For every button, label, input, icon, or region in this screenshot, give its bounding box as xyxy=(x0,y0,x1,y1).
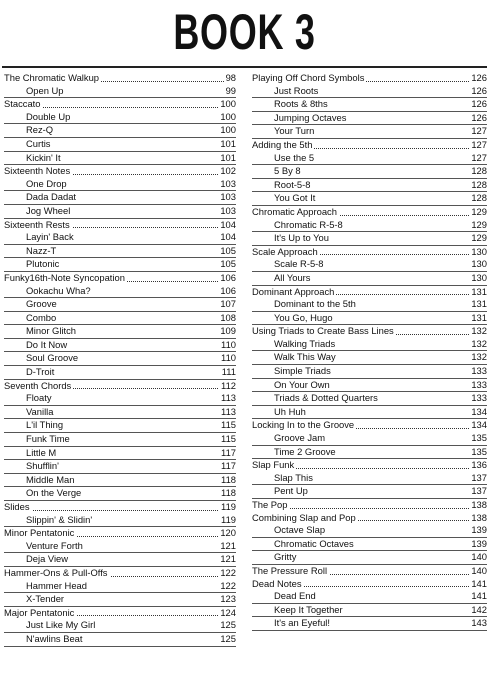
toc-entry-page: 121 xyxy=(220,553,236,565)
toc-sub-entry xyxy=(4,111,236,125)
toc-entry-page: 127 xyxy=(471,125,487,137)
toc-entry-title: Combining Slap and Pop xyxy=(252,511,356,523)
toc-entry-title: Soul Groove xyxy=(26,352,79,364)
toc-entry-title: Combo xyxy=(26,311,57,323)
toc-section-entry xyxy=(4,272,236,285)
toc-entry-page: 119 xyxy=(221,513,236,525)
toc-entry-page: 124 xyxy=(220,606,236,618)
toc-section-entry xyxy=(4,501,236,514)
toc-section-entry xyxy=(4,219,236,232)
toc-sub-entry xyxy=(4,633,236,647)
toc-sub-entry xyxy=(252,298,487,312)
toc-entry-page: 104 xyxy=(220,231,236,243)
toc-entry-page: 117 xyxy=(221,446,236,458)
toc-section-entry xyxy=(252,459,487,472)
toc-entry-title: Minor Pentatonic xyxy=(4,527,75,539)
toc-entry-title: Curtis xyxy=(26,137,51,149)
toc-entry-page: 135 xyxy=(471,445,487,457)
toc-entry-title: Dada Dadat xyxy=(26,191,77,203)
toc-sub-entry xyxy=(4,580,236,594)
toc-entry-page: 106 xyxy=(220,284,236,296)
toc-entry-page: 103 xyxy=(220,177,236,189)
toc-entry-page: 118 xyxy=(221,473,236,485)
toc-entry-title: Funk Time xyxy=(26,433,70,445)
toc-entry-title: Sixteenth Rests xyxy=(4,218,70,230)
toc-entry-title: Adding the 5th xyxy=(252,138,313,150)
toc-entry-title: X-Tender xyxy=(26,593,65,605)
toc-entry-title: The Chromatic Walkup xyxy=(4,72,99,83)
toc-section-entry xyxy=(252,286,487,299)
toc-entry-page: 127 xyxy=(471,151,487,163)
toc-entry-page: 138 xyxy=(471,499,487,510)
toc-entry-page: 112 xyxy=(221,379,236,391)
toc-section-entry xyxy=(4,72,236,85)
toc-sub-entry xyxy=(252,85,487,99)
toc-entry-page: 130 xyxy=(471,271,487,283)
toc-entry-page: 141 xyxy=(471,590,487,602)
toc-entry-title: N'awlins Beat xyxy=(26,632,83,644)
toc-entry-title: Dominant Approach xyxy=(252,285,335,297)
toc-section-entry xyxy=(252,499,487,512)
toc-entry-page: 115 xyxy=(221,419,236,431)
toc-entry-page: 113 xyxy=(221,392,236,404)
toc-entry-page: 134 xyxy=(471,419,487,431)
toc-entry-page: 129 xyxy=(471,232,487,244)
toc-sub-entry xyxy=(4,312,236,326)
toc-section-entry xyxy=(252,246,487,259)
toc-entry-page: 115 xyxy=(221,433,236,445)
toc-entry-title: Ookachu Wha? xyxy=(26,284,91,296)
toc-entry-page: 141 xyxy=(471,577,487,589)
toc-sub-entry xyxy=(4,258,236,272)
toc-sub-entry xyxy=(252,551,487,565)
toc-entry-title: Using Triads to Create Bass Lines xyxy=(252,325,394,337)
toc-sub-entry xyxy=(252,112,487,126)
toc-entry-page: 126 xyxy=(471,72,487,83)
toc-entry-title: Minor Glitch xyxy=(26,325,77,337)
toc-sub-entry xyxy=(4,540,236,554)
toc-entry-page: 98 xyxy=(225,72,236,83)
toc-entry-page: 108 xyxy=(220,311,236,323)
toc-section-entry xyxy=(252,139,487,152)
toc-entry-page: 102 xyxy=(220,165,236,177)
toc-entry-page: 139 xyxy=(471,537,487,549)
toc-sub-entry xyxy=(252,312,487,326)
toc-entry-page: 128 xyxy=(471,165,487,177)
toc-entry-title: Deja View xyxy=(26,553,69,565)
toc-entry-title: Chromatic R-5-8 xyxy=(274,218,343,230)
toc-entry-page: 138 xyxy=(471,511,487,523)
toc-entry-title: Sixteenth Notes xyxy=(4,165,71,177)
toc-entry-title: Gritty xyxy=(274,551,297,563)
toc-entry-title: Dominant to the 5th xyxy=(274,298,356,310)
toc-entry-page: 103 xyxy=(220,191,236,203)
toc-entry-title: Scale Approach xyxy=(252,245,318,257)
toc-entry-page: 99 xyxy=(225,84,236,96)
toc-sub-entry xyxy=(4,231,236,245)
toc-entry-title: 5 By 8 xyxy=(274,165,301,177)
toc-entry-page: 105 xyxy=(220,258,236,270)
toc-entry-page: 129 xyxy=(471,205,487,217)
toc-entry-page: 129 xyxy=(471,218,487,230)
toc-sub-entry xyxy=(4,593,236,607)
toc-entry-page: 105 xyxy=(220,244,236,256)
toc-entry-title: Pent Up xyxy=(274,485,308,497)
toc-entry-page: 128 xyxy=(471,192,487,204)
toc-entry-page: 132 xyxy=(471,351,487,363)
toc-section-entry xyxy=(252,206,487,219)
toc-entry-title: Dead End xyxy=(274,590,316,602)
toc-sub-entry xyxy=(252,432,487,446)
toc-entry-title: Jumping Octaves xyxy=(274,111,347,123)
toc-sub-entry xyxy=(4,447,236,461)
toc-entry-title: Slides xyxy=(4,501,30,512)
toc-entry-title: Staccato xyxy=(4,98,41,110)
toc-entry-title: Locking In to the Groove xyxy=(252,419,355,431)
toc-entry-title: D-Troit xyxy=(26,366,55,378)
toc-entry-page: 101 xyxy=(220,151,236,163)
toc-entry-page: 100 xyxy=(220,110,236,122)
toc-entry-page: 111 xyxy=(221,366,236,378)
toc-entry-title: Your Turn xyxy=(274,125,315,137)
toc-entry-title: Groove Jam xyxy=(274,432,326,444)
toc-sub-entry xyxy=(4,298,236,312)
toc-entry-page: 104 xyxy=(220,218,236,230)
toc-sub-entry xyxy=(4,245,236,259)
toc-sub-entry xyxy=(4,124,236,138)
book-title: BOOK 3 xyxy=(173,4,316,60)
toc-sub-entry xyxy=(4,191,236,205)
toc-entry-page: 110 xyxy=(221,338,236,350)
toc-section-entry xyxy=(252,72,487,85)
toc-sub-entry xyxy=(252,590,487,604)
toc-entry-page: 133 xyxy=(471,365,487,377)
toc-sub-entry xyxy=(252,604,487,618)
toc-entry-page: 137 xyxy=(471,471,487,483)
toc-sub-entry xyxy=(252,125,487,139)
toc-entry-title: One Drop xyxy=(26,177,67,189)
toc-entry-page: 132 xyxy=(471,325,487,337)
toc-entry-title: Jog Wheel xyxy=(26,204,71,216)
toc-sub-entry xyxy=(4,339,236,353)
toc-entry-page: 123 xyxy=(220,593,236,605)
toc-entry-title: Double Up xyxy=(26,110,71,122)
toc-entry-title: Dead Notes xyxy=(252,577,302,589)
toc-sub-entry xyxy=(252,472,487,486)
toc-entry-title: The Pop xyxy=(252,499,288,510)
toc-entry-page: 137 xyxy=(471,485,487,497)
toc-sub-entry xyxy=(4,85,236,99)
toc-sub-entry xyxy=(4,406,236,420)
toc-sub-entry xyxy=(252,232,487,246)
toc-entry-page: 117 xyxy=(221,460,236,472)
toc-section-entry xyxy=(4,165,236,178)
toc-sub-entry xyxy=(252,219,487,233)
toc-entry-page: 127 xyxy=(471,138,487,150)
toc-section-entry xyxy=(4,567,236,580)
toc-section-entry xyxy=(252,325,487,338)
toc-entry-page: 101 xyxy=(220,137,236,149)
toc-section-entry xyxy=(252,578,487,591)
toc-section-entry xyxy=(252,565,487,578)
toc-entry-title: Slap Funk xyxy=(252,459,295,471)
toc-entry-page: 140 xyxy=(471,564,487,576)
toc-entry-title: Layin' Back xyxy=(26,231,74,243)
toc-sub-entry xyxy=(252,365,487,379)
toc-entry-title: Major Pentatonic xyxy=(4,606,75,618)
toc-entry-title: Chromatic Octaves xyxy=(274,537,354,549)
toc-entry-title: Seventh Chords xyxy=(4,379,72,391)
toc-sub-entry xyxy=(252,538,487,552)
toc-sub-entry xyxy=(252,406,487,420)
toc-entry-page: 131 xyxy=(471,285,487,297)
toc-sub-entry xyxy=(4,205,236,219)
toc-sub-entry xyxy=(4,178,236,192)
toc-entry-page: 121 xyxy=(220,539,236,551)
toc-entry-title: The Pressure Roll xyxy=(252,564,328,576)
toc-entry-page: 136 xyxy=(471,459,487,471)
toc-sub-entry xyxy=(252,165,487,179)
toc-entry-title: Slap This xyxy=(274,471,313,483)
toc-sub-entry xyxy=(4,487,236,501)
toc-entry-title: Octave Slap xyxy=(274,524,326,536)
toc-entry-title: Little M xyxy=(26,446,57,458)
toc-entry-page: 130 xyxy=(471,245,487,257)
toc-right-column xyxy=(252,72,487,631)
toc-entry-page: 133 xyxy=(471,378,487,390)
toc-entry-title: Walk This Way xyxy=(274,351,336,363)
toc-entry-page: 109 xyxy=(220,325,236,337)
toc-entry-page: 126 xyxy=(471,111,487,123)
toc-sub-entry xyxy=(4,285,236,299)
toc-entry-title: Time 2 Groove xyxy=(274,445,336,457)
toc-entry-title: You Go, Hugo xyxy=(274,311,333,323)
toc-entry-title: Hammer-Ons & Pull-Offs xyxy=(4,566,108,578)
toc-sub-entry xyxy=(4,419,236,433)
toc-entry-title: Open Up xyxy=(26,84,64,96)
toc-entry-title: Roots & 8ths xyxy=(274,98,328,110)
toc-sub-entry xyxy=(252,446,487,460)
toc-entry-page: 125 xyxy=(220,632,236,644)
toc-sub-entry xyxy=(4,433,236,447)
toc-entry-page: 128 xyxy=(471,178,487,190)
toc-entry-title: Triads & Dotted Quarters xyxy=(274,392,378,404)
toc-entry-page: 122 xyxy=(220,579,236,591)
toc-entry-page: 119 xyxy=(221,501,236,512)
toc-entry-title: Simple Triads xyxy=(274,365,331,377)
toc-entry-title: Root-5-8 xyxy=(274,178,311,190)
toc-entry-page: 107 xyxy=(220,298,236,310)
toc-entry-title: It's an Eyeful! xyxy=(274,617,330,629)
toc-entry-title: Vanilla xyxy=(26,405,54,417)
toc-sub-entry xyxy=(252,524,487,538)
toc-left-column xyxy=(4,72,236,647)
toc-sub-entry xyxy=(4,366,236,380)
toc-entry-title: Just Like My Girl xyxy=(26,619,96,631)
toc-entry-page: 126 xyxy=(471,84,487,96)
toc-sub-entry xyxy=(4,325,236,339)
toc-entry-title: Venture Forth xyxy=(26,539,83,551)
toc-entry-title: All Yours xyxy=(274,271,311,283)
toc-section-entry xyxy=(4,607,236,620)
toc-entry-title: L'il Thing xyxy=(26,419,64,431)
toc-entry-page: 140 xyxy=(471,551,487,563)
toc-entry-title: Shufflin' xyxy=(26,460,59,472)
toc-sub-entry xyxy=(4,514,236,528)
toc-sub-entry xyxy=(252,98,487,112)
toc-section-entry xyxy=(252,512,487,525)
toc-entry-page: 135 xyxy=(471,432,487,444)
toc-entry-title: Uh Huh xyxy=(274,405,306,417)
toc-entry-page: 131 xyxy=(471,298,487,310)
toc-entry-page: 142 xyxy=(471,603,487,615)
toc-section-entry xyxy=(4,527,236,540)
toc-sub-entry xyxy=(252,192,487,206)
toc-sub-entry xyxy=(252,152,487,166)
toc-entry-title: Kickin' It xyxy=(26,151,61,163)
toc-sub-entry xyxy=(252,272,487,286)
toc-entry-title: Chromatic Approach xyxy=(252,205,337,217)
toc-entry-title: Walking Triads xyxy=(274,337,336,349)
toc-entry-title: Nazz-T xyxy=(26,244,57,256)
toc-entry-page: 106 xyxy=(220,271,236,283)
toc-entry-title: Plutonic xyxy=(26,258,60,270)
title-rule xyxy=(2,66,487,68)
toc-entry-page: 113 xyxy=(221,405,236,417)
toc-entry-title: It's Up to You xyxy=(274,232,329,244)
toc-entry-title: Slippin' & Slidin' xyxy=(26,513,93,525)
toc-entry-page: 133 xyxy=(471,392,487,404)
toc-sub-entry xyxy=(252,258,487,272)
toc-sub-entry xyxy=(252,179,487,193)
toc-sub-entry xyxy=(252,392,487,406)
toc-entry-title: Keep It Together xyxy=(274,603,343,615)
toc-entry-page: 122 xyxy=(220,566,236,578)
toc-sub-entry xyxy=(252,338,487,352)
toc-entry-title: Hammer Head xyxy=(26,579,87,591)
toc-sub-entry xyxy=(4,392,236,406)
toc-sub-entry xyxy=(4,553,236,567)
toc-entry-page: 100 xyxy=(220,98,236,110)
toc-section-entry xyxy=(252,419,487,432)
toc-entry-page: 103 xyxy=(220,204,236,216)
toc-entry-title: Playing Off Chord Symbols xyxy=(252,72,365,83)
toc-sub-entry xyxy=(4,152,236,166)
toc-sub-entry xyxy=(4,460,236,474)
toc-entry-title: You Got It xyxy=(274,192,316,204)
toc-entry-page: 118 xyxy=(221,487,236,499)
toc-entry-title: Use the 5 xyxy=(274,151,315,163)
toc-sub-entry xyxy=(4,619,236,633)
toc-entry-title: Funky16th-Note Syncopation xyxy=(4,271,125,283)
toc-sub-entry xyxy=(4,474,236,488)
toc-entry-page: 100 xyxy=(220,124,236,136)
toc-sub-entry xyxy=(252,617,487,631)
toc-entry-page: 134 xyxy=(471,405,487,417)
toc-entry-title: Scale R-5-8 xyxy=(274,258,324,270)
toc-sub-entry xyxy=(4,138,236,152)
toc-section-entry xyxy=(4,380,236,393)
toc-entry-page: 139 xyxy=(471,524,487,536)
toc-entry-page: 110 xyxy=(221,352,236,364)
toc-entry-title: Rez-Q xyxy=(26,124,54,136)
toc-entry-title: Do It Now xyxy=(26,338,68,350)
toc-entry-page: 143 xyxy=(471,617,487,629)
toc-entry-page: 130 xyxy=(471,258,487,270)
toc-sub-entry xyxy=(4,352,236,366)
toc-entry-title: Middle Man xyxy=(26,473,75,485)
toc-section-entry xyxy=(4,98,236,111)
toc-entry-page: 126 xyxy=(471,98,487,110)
leader-dots xyxy=(4,509,236,511)
toc-entry-page: 125 xyxy=(220,619,236,631)
toc-entry-title: On Your Own xyxy=(274,378,330,390)
toc-entry-title: Floaty xyxy=(26,392,52,404)
toc-sub-entry xyxy=(252,485,487,499)
toc-entry-page: 132 xyxy=(471,337,487,349)
toc-entry-title: Groove xyxy=(26,298,57,310)
toc-entry-title: On the Verge xyxy=(26,487,82,499)
toc-entry-page: 120 xyxy=(220,527,236,539)
toc-entry-page: 131 xyxy=(471,311,487,323)
toc-sub-entry xyxy=(252,351,487,365)
toc-entry-title: Just Roots xyxy=(274,84,319,96)
toc-sub-entry xyxy=(252,379,487,393)
